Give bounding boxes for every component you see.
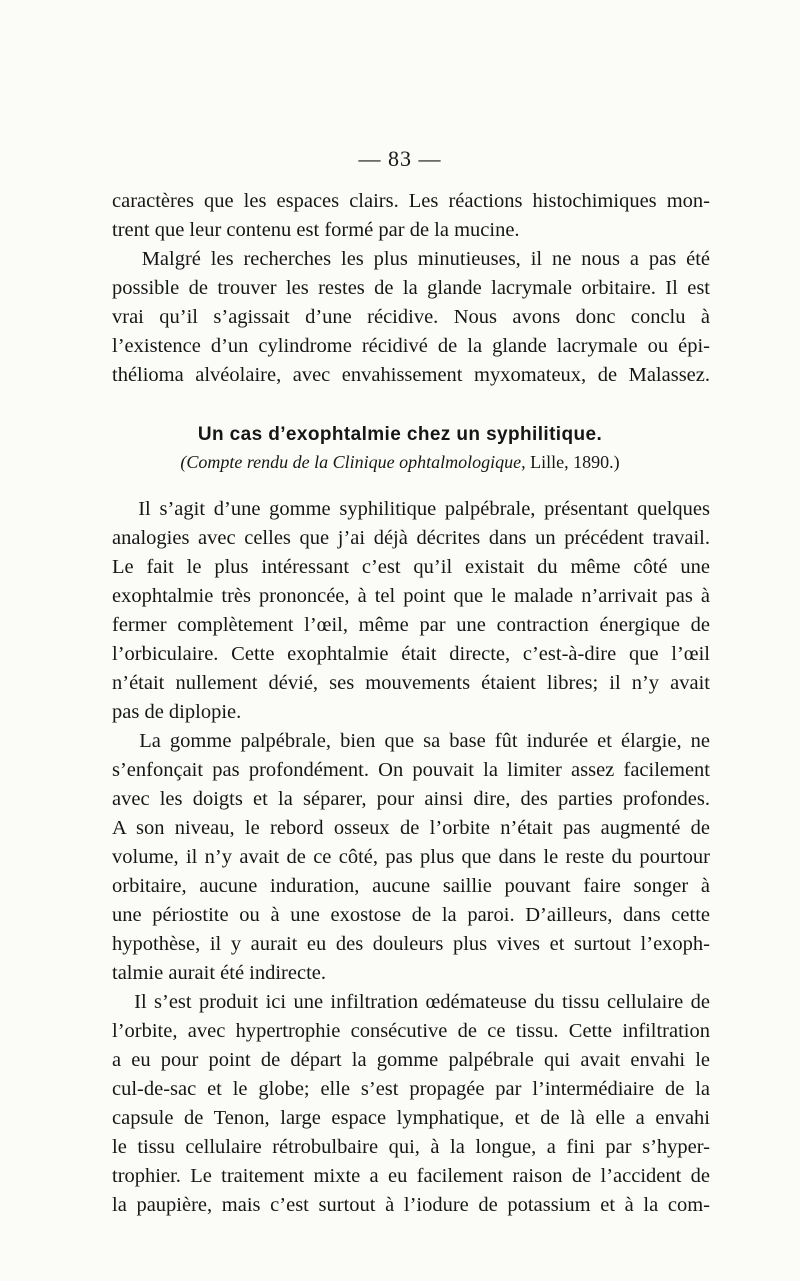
text-line: l’orbiculaire. Cette exophtalmie était directe, c’est-à-dire que l’œil: [112, 643, 710, 665]
text-line: hypothèse, il y aurait eu des douleurs plus vives et surtout l’exoph-: [112, 933, 710, 955]
text-line: La gomme palpébrale, bien que sa base fût indurée et élargie, ne: [112, 730, 710, 752]
text-line: fermer complètement l’œil, même par une contraction énergique de: [112, 614, 710, 636]
text-line: Il s’est produit ici une infiltration œdémateuse du tissu cellulaire de: [112, 991, 710, 1013]
text-line: orbitaire, aucune induration, aucune saillie pouvant faire songer à: [112, 875, 710, 897]
text-line: Il s’agit d’une gomme syphilitique palpébrale, présentant quelques: [112, 498, 710, 520]
text-line: n’était nullement dévié, ses mouvements étaient libres; il n’y avait: [112, 672, 710, 694]
text-line: pas de diplopie.: [112, 701, 242, 723]
text-line: le tissu cellulaire rétrobulbaire qui, à la longue, a fini par s’hyper-: [112, 1136, 710, 1158]
text-line: une périostite ou à une exostose de la paroi. D’ailleurs, dans cette: [112, 904, 710, 926]
text-line: s’enfonçait pas profondément. On pouvait la limiter assez facilement: [112, 759, 710, 781]
text-line: A son niveau, le rebord osseux de l’orbite n’était pas augmenté de: [112, 817, 710, 839]
text-line: volume, il n’y avait de ce côté, pas plus que dans le reste du pourtour: [112, 846, 710, 868]
text-line: la paupière, mais c’est surtout à l’iodure de potassium et à la com-: [112, 1194, 710, 1216]
text-line: trent que leur contenu est formé par de la mucine.: [112, 219, 520, 241]
text-line: thélioma alvéolaire, avec envahissement myxomateux, de Malassez.: [112, 364, 710, 386]
text-line: l’existence d’un cylindrome récidivé de la glande lacrymale ou épi-: [112, 335, 710, 357]
text-line: vrai qu’il s’agissait d’une récidive. Nous avons donc conclu à: [112, 306, 710, 328]
paragraph-block-top: [112, 187, 710, 390]
text-line: cul-de-sac et le globe; elle s’est propagée par l’intermédiaire de la: [112, 1078, 710, 1100]
page-number: — 83 —: [358, 146, 442, 171]
text-line: trophier. Le traitement mixte a eu facilement raison de l’accident de: [112, 1165, 710, 1187]
section-title: Un cas d’exophtalmie chez un syphilitique.: [197, 424, 603, 445]
source-title: (Compte rendu de la Clinique ophtalmologique,: [180, 452, 526, 472]
section-source: [0, 452, 800, 473]
paragraph-block-main: [112, 495, 710, 1220]
text-line: exophtalmie très prononcée, à tel point que le malade n’arrivait pas à: [112, 585, 710, 607]
text-line: analogies avec celles que j’ai déjà décrites dans un précédent travail.: [112, 527, 710, 549]
text-line: l’orbite, avec hypertrophie consécutive de ce tissu. Cette infiltration: [112, 1020, 710, 1042]
source-place-date: Lille, 1890.): [525, 452, 620, 472]
text-line: Malgré les recherches les plus minutieuses, il ne nous a pas été: [112, 248, 710, 270]
text-line: capsule de Tenon, large espace lymphatique, et de là elle a envahi: [112, 1107, 710, 1129]
text-line: talmie aurait été indirecte.: [112, 962, 326, 984]
text-line: Le fait le plus intéressant c’est qu’il existait du même côté une: [112, 556, 710, 578]
text-line: avec les doigts et la séparer, pour ainsi dire, des parties profondes.: [112, 788, 710, 810]
text-line: possible de trouver les restes de la glande lacrymale orbitaire. Il est: [112, 277, 710, 299]
text-line: a eu pour point de départ la gomme palpébrale qui avait envahi le: [112, 1049, 710, 1071]
text-line: caractères que les espaces clairs. Les réactions histochimiques mon-: [112, 190, 710, 212]
